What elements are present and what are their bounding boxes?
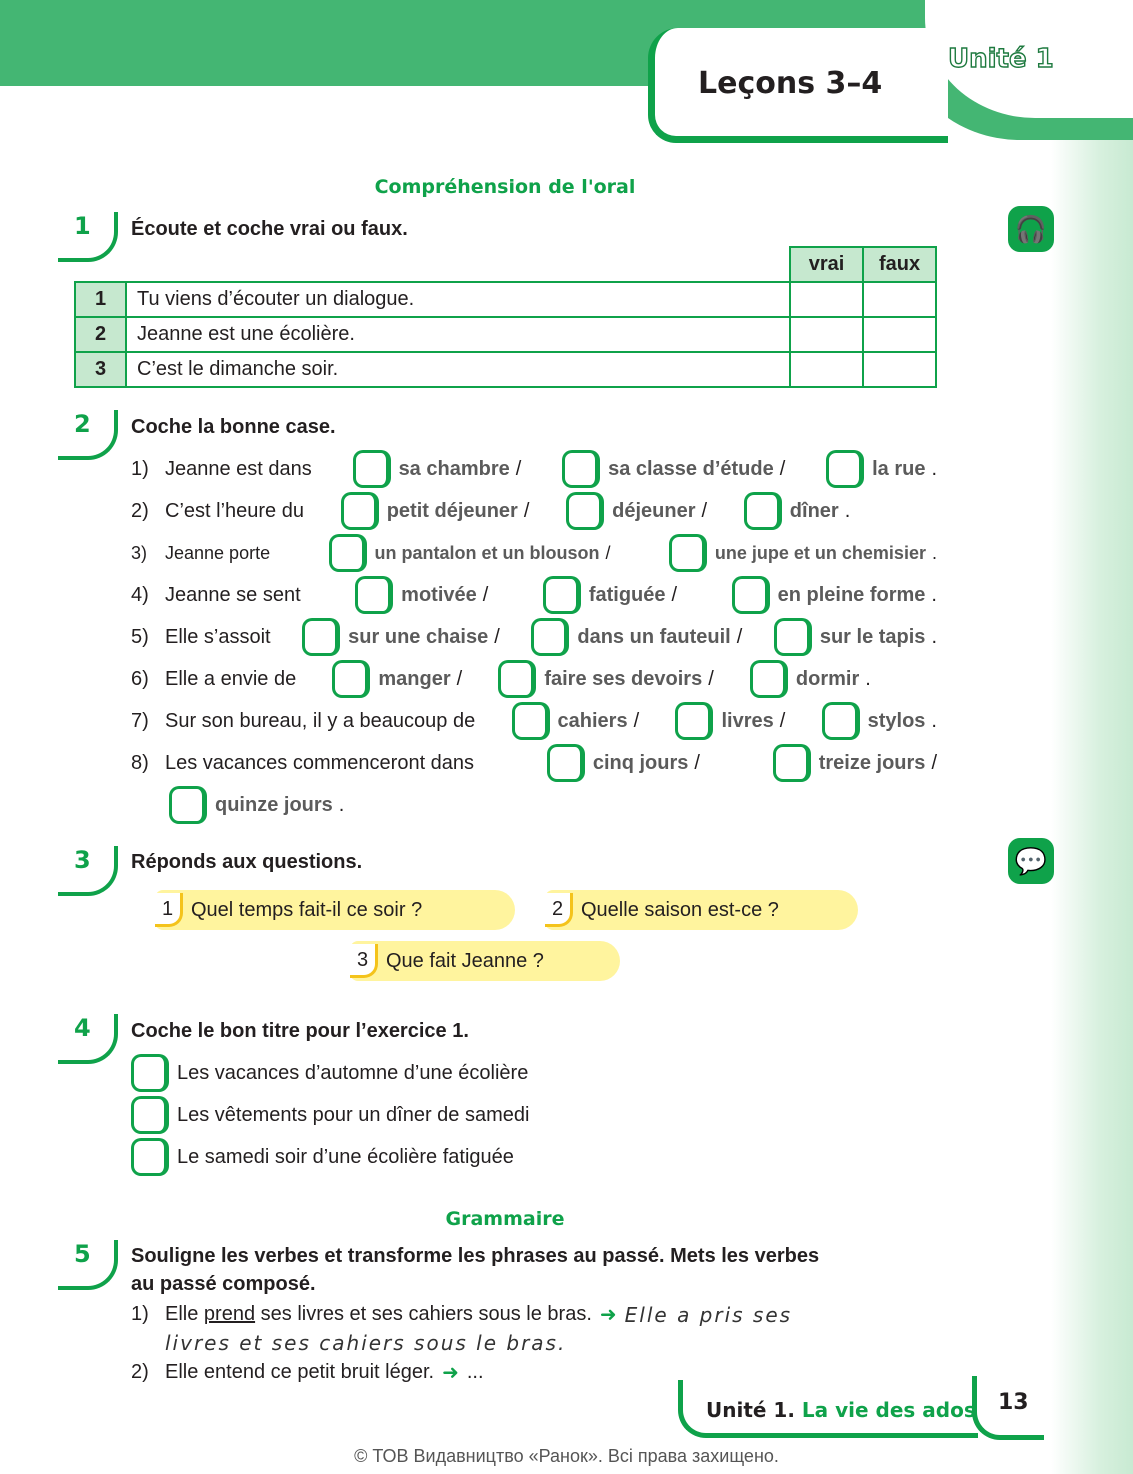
option-checkbox[interactable] (675, 702, 713, 740)
option-checkbox[interactable] (773, 744, 811, 782)
true-false-table (74, 246, 937, 388)
option-checkbox[interactable] (131, 1138, 169, 1176)
section-title-oral: Compréhension de l'oral (374, 176, 636, 198)
page-number: 13 (998, 1390, 1029, 1415)
option-checkbox[interactable] (531, 618, 569, 656)
list-item: 7) Sur son bureau, il y a beaucoup de cahiers / livres / stylos . (131, 702, 937, 740)
option-checkbox[interactable] (750, 660, 788, 698)
speech-icon: 💬 (1008, 838, 1054, 884)
question-pill: 1 Quel temps fait-il ce soir ? (155, 890, 515, 930)
option-checkbox[interactable] (353, 450, 391, 488)
list-item: 6) Elle a envie de manger / faire ses devoirs / dormir . (131, 660, 937, 698)
exercise-number-2: 2 (58, 410, 118, 458)
right-gradient-strip (1051, 0, 1133, 1474)
option-checkbox[interactable] (332, 660, 370, 698)
headphones-icon: 🎧 (1008, 206, 1054, 252)
option-checkbox[interactable] (498, 660, 536, 698)
true-checkbox[interactable] (790, 352, 863, 387)
false-checkbox[interactable] (863, 317, 936, 352)
exercise-number-1: 1 (58, 212, 118, 260)
exercise-1-title: Écoute et coche vrai ou faux. (131, 218, 408, 240)
option-checkbox[interactable] (355, 576, 393, 614)
handwritten-answer: Elle a pris ses (624, 1302, 793, 1327)
list-item: 3) Jeanne porte un pantalon et un blouson / une jupe et un chemisier . (131, 534, 937, 572)
option-checkbox[interactable] (826, 450, 864, 488)
option-checkbox[interactable] (302, 618, 340, 656)
list-item: Les vacances d’automne d’une écolière (131, 1054, 937, 1092)
arrow-right-icon: ➜ (599, 1304, 617, 1326)
table-row: 3 C’est le dimanche soir. (75, 352, 936, 387)
option-checkbox[interactable] (341, 492, 379, 530)
exercise-number-4: 4 (58, 1014, 118, 1062)
list-item (165, 1331, 971, 1355)
exercise-3-title: Réponds aux questions. (131, 851, 363, 873)
question-pill: 3 Que fait Jeanne ? (350, 941, 620, 981)
option-checkbox[interactable] (329, 534, 367, 572)
list-item: 1) Elle prend ses livres et ses cahiers sous le bras. ➜ Elle a pris ses (131, 1302, 793, 1327)
option-checkbox[interactable] (512, 702, 550, 740)
section-title-grammar: Grammaire (445, 1208, 565, 1230)
list-item: 1) Jeanne est dans sa chambre / sa classe d’étude / la rue . (131, 450, 937, 488)
table-row: 2 Jeanne est une écolière. (75, 317, 936, 352)
list-item: 8) Les vacances commenceront dans cinq jours / treize jours / (131, 744, 937, 782)
option-checkbox[interactable] (562, 450, 600, 488)
exercise-number-3: 3 (58, 846, 118, 894)
option-checkbox[interactable] (543, 576, 581, 614)
copyright: © ТОВ Видавництво «Ранок». Всі права захищено. (354, 1446, 779, 1466)
option-checkbox[interactable] (131, 1096, 169, 1134)
unit-tab-label: Unité 1 (948, 44, 1054, 74)
option-checkbox[interactable] (822, 702, 860, 740)
list-item: Les vêtements pour un dîner de samedi (131, 1096, 937, 1134)
arrow-right-icon: ➜ (442, 1362, 459, 1384)
question-pill: 2 Quelle saison est-ce ? (545, 890, 858, 930)
list-item: quinze jours . (165, 786, 971, 824)
true-checkbox[interactable] (790, 282, 863, 317)
list-item: 2) Elle entend ce petit bruit léger. ➜ ... (131, 1361, 484, 1384)
false-checkbox[interactable] (863, 352, 936, 387)
exercise-5-title-line1: Souligne les verbes et transforme les phrases au passé. Mets les verbes (131, 1245, 820, 1267)
option-checkbox[interactable] (732, 576, 770, 614)
column-header-false: faux (863, 247, 936, 282)
option-checkbox[interactable] (547, 744, 585, 782)
option-checkbox[interactable] (669, 534, 707, 572)
list-item: 5) Elle s’assoit sur une chaise / dans un fauteuil / sur le tapis . (131, 618, 937, 656)
option-checkbox[interactable] (131, 1054, 169, 1092)
column-header-true: vrai (790, 247, 863, 282)
option-checkbox[interactable] (744, 492, 782, 530)
footer-unit-title: Unité 1. La vie des ados (706, 1398, 976, 1422)
underlined-verb: prend (203, 1303, 256, 1325)
option-checkbox[interactable] (169, 786, 207, 824)
option-checkbox[interactable] (774, 618, 812, 656)
exercise-5-title-line2: au passé composé. (131, 1273, 316, 1295)
option-checkbox[interactable] (566, 492, 604, 530)
page-title: Leçons 3–4 (698, 66, 883, 101)
exercise-number-5: 5 (58, 1240, 118, 1288)
false-checkbox[interactable] (863, 282, 936, 317)
exercise-2-title: Coche la bonne case. (131, 416, 336, 438)
list-item: 4) Jeanne se sent motivée / fatiguée / en pleine forme . (131, 576, 937, 614)
exercise-4-title: Coche le bon titre pour l’exercice 1. (131, 1020, 469, 1042)
list-item: 2) C’est l’heure du petit déjeuner / déjeuner / dîner . (131, 492, 937, 530)
table-row: 1 Tu viens d’écouter un dialogue. (75, 282, 936, 317)
handwritten-answer: livres et ses cahiers sous le bras. (165, 1331, 567, 1355)
list-item: Le samedi soir d’une écolière fatiguée (131, 1138, 937, 1176)
true-checkbox[interactable] (790, 317, 863, 352)
